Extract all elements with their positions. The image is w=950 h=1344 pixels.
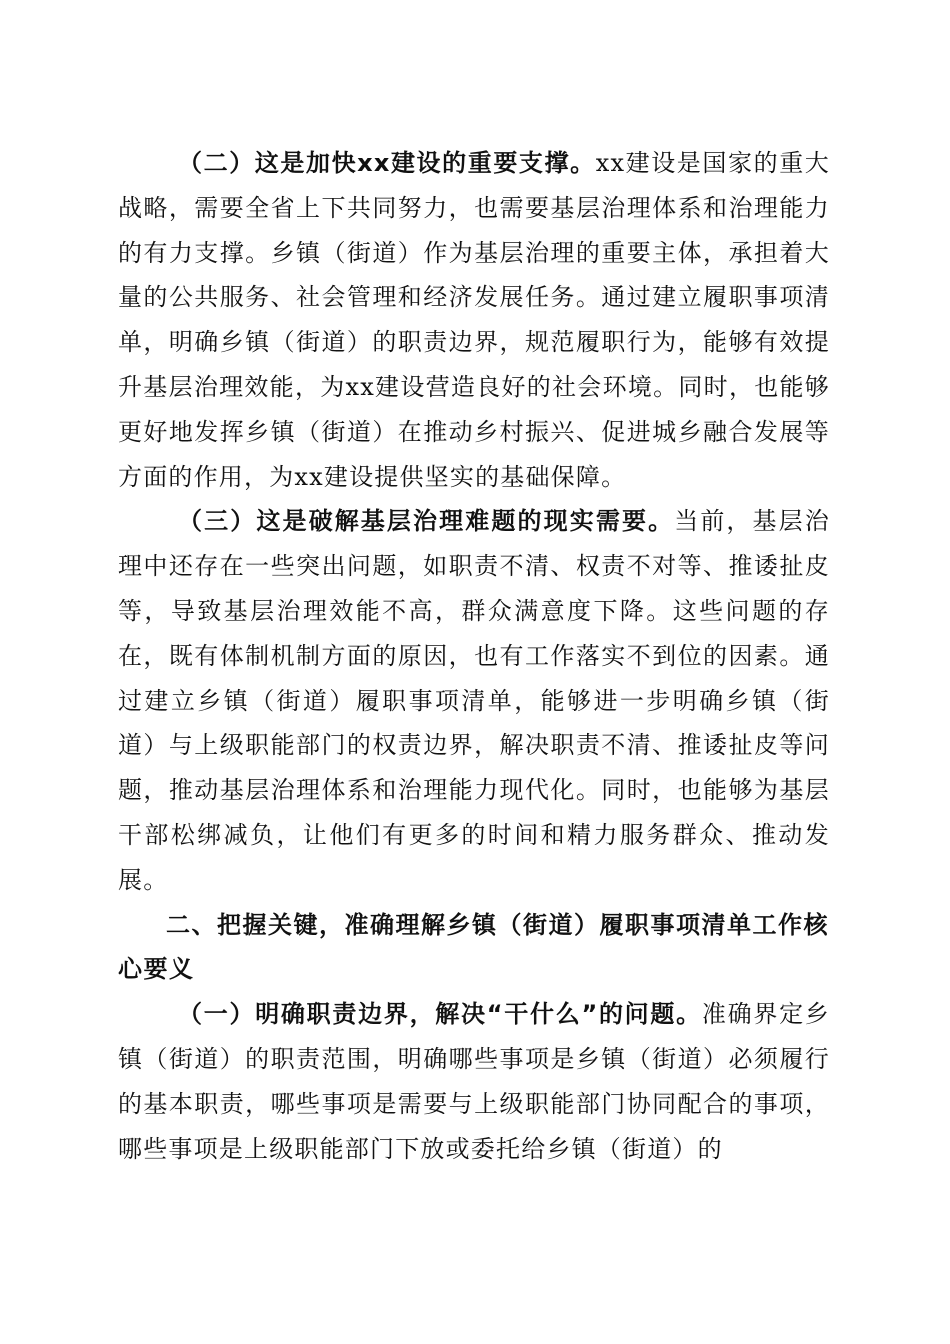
paragraph-lead: （二）这是加快xx建设的重要支撑。 (178, 149, 596, 177)
paragraph-lead: （一）明确职责边界，解决“干什么”的问题。 (178, 1000, 702, 1029)
paragraph-text: 准确界定乡镇（街道）的职责范围，明确哪些事项是乡镇（街道）必须履行的基本职责，哪些事项是需要与上级职能部门协同配合的事项，哪些事项是上级职能部门下放或委托给乡镇（街道）的 (118, 1000, 831, 1163)
paragraph-importance-3 (118, 499, 830, 902)
paragraph-text: 当前，基层治理中还存在一些突出问题，如职责不清、权责不对等、推诿扯皮等，导致基层治理效能不高，群众满意度下降。这些问题的存在，既有体制机制方面的原因，也有工作落实不到位的因素。通过建立乡镇（街道）履职事项清单，能够进一步明确乡镇（街道）与上级职能部门的权责边界，解决职责不清、推诿扯皮等问题，推动基层治理体系和治理能力现代化。同时，也能够为基层干部松绑减负，让他们有更多的时间和精力服务群众、推动发展。 (118, 507, 830, 894)
paragraph-lead: （三）这是破解基层治理难题的现实需要。 (178, 507, 675, 536)
paragraph-importance-2 (118, 141, 830, 499)
paragraph-key-point-1 (118, 992, 830, 1171)
document-body (118, 141, 830, 1171)
paragraph-text: xx建设是国家的重大战略，需要全省上下共同努力，也需要基层治理体系和治理能力的有力支撑。乡镇（街道）作为基层治理的重要主体，承担着大量的公共服务、社会管理和经济发展任务。通过建立履职事项清单，明确乡镇（街道）的职责边界，规范履职行为，能够有效提升基层治理效能，为xx建设营造良好的社会环境。同时，也能够更好地发挥乡镇（街道）在推动乡村振兴、促进城乡融合发展等方面的作用，为xx建设提供坚实的基础保障。 (118, 149, 830, 491)
section-heading: 二、把握关键，准确理解乡镇（街道）履职事项清单工作核心要义 (118, 910, 829, 984)
